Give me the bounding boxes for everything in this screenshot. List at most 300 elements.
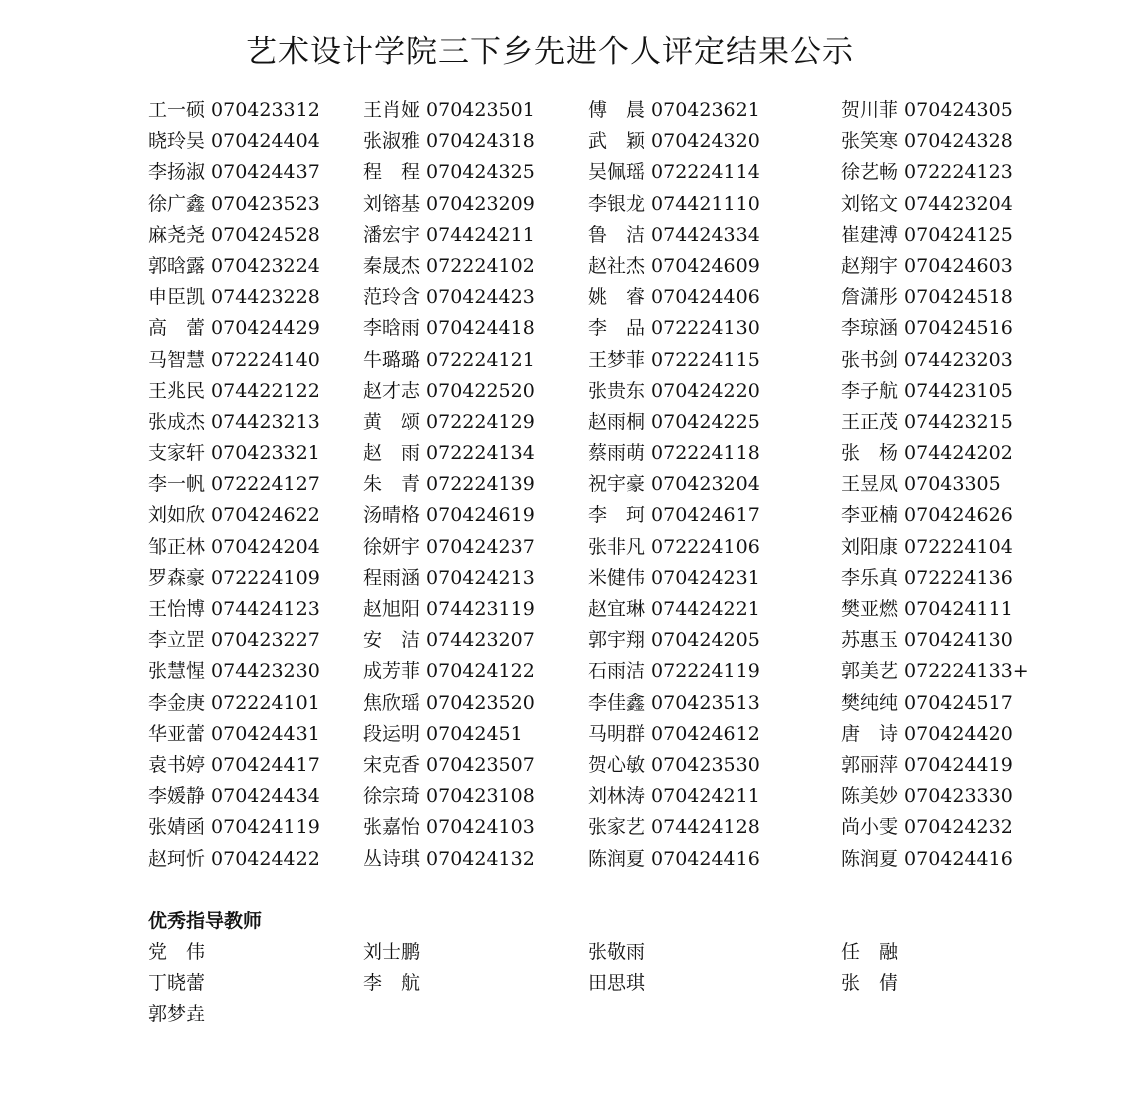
student-id: 070423530	[651, 753, 760, 776]
student-id: 074423207	[426, 629, 535, 652]
student-entry	[148, 438, 320, 469]
student-entry	[363, 126, 535, 157]
student-entry	[148, 500, 320, 531]
student-id: 070424416	[651, 847, 760, 870]
student-row	[148, 345, 1048, 376]
student-name: 张成杰	[148, 410, 206, 433]
student-name: 张慧惺	[148, 660, 206, 683]
student-entry	[841, 313, 1013, 344]
student-id: 070424603	[904, 254, 1013, 277]
student-row	[148, 594, 1048, 625]
student-name: 范玲含	[363, 286, 421, 309]
student-name: 郭晗露	[148, 254, 206, 277]
student-id: 072224114	[651, 161, 760, 184]
student-name: 李立罡	[148, 629, 206, 652]
student-row	[148, 126, 1048, 157]
student-name: 李晗雨	[363, 317, 421, 340]
student-name: 晓玲吴	[148, 130, 206, 153]
student-name: 蔡雨萌	[588, 442, 646, 465]
student-name: 黄 颂	[363, 410, 421, 433]
student-name: 赵雨桐	[588, 410, 646, 433]
student-entry	[148, 844, 320, 875]
student-entry	[588, 750, 760, 781]
student-name: 尚小雯	[841, 816, 899, 839]
student-name: 焦欣瑶	[363, 691, 421, 714]
student-id: 070424429	[211, 317, 320, 340]
student-id: 070424517	[904, 691, 1013, 714]
student-id: 070424609	[651, 254, 760, 277]
student-id: 074422122	[211, 379, 320, 402]
student-entry	[841, 251, 1013, 282]
student-id: 070424619	[426, 504, 535, 527]
student-entry	[588, 532, 760, 563]
student-id: 074423203	[904, 348, 1013, 371]
student-name: 陈润夏	[588, 847, 646, 870]
student-entry	[148, 563, 320, 594]
student-row	[148, 282, 1048, 313]
student-entry	[148, 719, 320, 750]
student-row	[148, 438, 1048, 469]
student-name: 樊亚燃	[841, 598, 899, 620]
student-name: 张家艺	[588, 816, 646, 839]
student-row	[148, 625, 1048, 656]
student-entry	[841, 719, 1013, 750]
student-entry	[363, 532, 535, 563]
student-name: 张书剑	[841, 348, 899, 371]
student-id: 070424225	[651, 410, 760, 433]
teacher-row	[148, 937, 1048, 968]
student-id: 070424420	[904, 722, 1013, 745]
student-entry	[841, 95, 1013, 126]
student-id: 074424202	[904, 442, 1013, 465]
student-id: 070424103	[426, 816, 535, 839]
student-entry	[363, 157, 535, 188]
student-entry	[841, 656, 1029, 687]
student-id: 070424213	[426, 566, 535, 589]
student-entry	[841, 563, 1013, 594]
student-name: 李金庚	[148, 691, 206, 714]
student-name: 贺川菲	[841, 99, 899, 121]
student-id: 072224119	[651, 660, 760, 683]
student-id: 070424205	[651, 629, 760, 652]
student-id: 072224118	[651, 442, 760, 465]
student-id: 070424211	[651, 785, 760, 808]
teacher-name: 任 融	[841, 941, 899, 963]
student-name: 汤晴格	[363, 504, 421, 527]
student-id: 070424320	[651, 130, 760, 153]
student-name: 傅 晨	[588, 99, 646, 121]
student-name: 李扬淑	[148, 161, 206, 184]
student-id: 070423312	[211, 99, 320, 121]
student-id: 072224121	[426, 348, 535, 371]
student-row	[148, 469, 1048, 500]
student-entry	[841, 345, 1013, 376]
student-id: 070423224	[211, 254, 320, 277]
student-id: 070424422	[211, 847, 320, 870]
student-id: 072224104	[904, 535, 1013, 558]
student-entry	[588, 376, 760, 407]
student-name: 张婧函	[148, 816, 206, 839]
student-id: 074423228	[211, 286, 320, 309]
student-id: 070424318	[426, 130, 535, 153]
student-id: 070424325	[426, 161, 535, 184]
student-name: 申臣凯	[148, 286, 206, 309]
student-id: 072224134	[426, 442, 535, 465]
student-name: 张嘉怡	[363, 816, 421, 839]
student-entry	[841, 532, 1013, 563]
student-name: 支家轩	[148, 442, 206, 465]
student-name: 徐广鑫	[148, 192, 206, 215]
student-row	[148, 376, 1048, 407]
student-name: 李 品	[588, 317, 646, 340]
student-name: 贺心敏	[588, 753, 646, 776]
student-id: 070424220	[651, 379, 760, 402]
student-name: 成芳菲	[363, 660, 421, 683]
student-id: 070422520	[426, 379, 535, 402]
student-name: 程 程	[363, 161, 421, 184]
student-entry	[363, 345, 535, 376]
student-id: 070424204	[211, 535, 320, 558]
student-name: 刘铭文	[841, 192, 899, 215]
student-entry	[148, 688, 320, 719]
student-name: 郭宇翔	[588, 629, 646, 652]
student-id: 070423209	[426, 192, 535, 215]
student-entry	[363, 844, 535, 875]
student-entry	[363, 189, 535, 220]
student-name: 刘林涛	[588, 785, 646, 808]
student-entry	[363, 500, 535, 531]
student-id: 070424111	[904, 598, 1013, 620]
student-row	[148, 563, 1048, 594]
student-name: 祝宇豪	[588, 473, 646, 496]
teacher-name: 田思琪	[588, 972, 646, 995]
student-id: 070423330	[904, 785, 1013, 808]
student-name: 秦晟杰	[363, 254, 421, 277]
student-entry	[841, 750, 1013, 781]
student-entry	[841, 126, 1013, 157]
student-name: 唐 诗	[841, 722, 899, 745]
student-id: 070424417	[211, 753, 320, 776]
student-name: 潘宏宇	[363, 223, 421, 246]
student-name: 郭美艺	[841, 660, 899, 683]
student-name: 张非凡	[588, 535, 646, 558]
student-name: 王兆民	[148, 379, 206, 402]
student-id: 070424130	[904, 629, 1013, 652]
student-entry	[148, 157, 320, 188]
student-entry	[588, 345, 760, 376]
student-name: 赵才志	[363, 379, 421, 402]
student-name: 姚 睿	[588, 286, 646, 309]
student-row	[148, 781, 1048, 812]
student-entry	[363, 625, 535, 656]
student-id: 070423520	[426, 691, 535, 714]
student-id: 074423213	[211, 410, 320, 433]
student-entry	[588, 812, 760, 843]
student-name: 徐妍宇	[363, 535, 421, 558]
student-name: 宋克香	[363, 753, 421, 776]
student-id: 070424419	[904, 753, 1013, 776]
student-id: 074424123	[211, 598, 320, 620]
student-entry	[363, 220, 535, 251]
student-row	[148, 189, 1048, 220]
student-id: 072224136	[904, 566, 1013, 589]
student-id: 070424626	[904, 504, 1013, 527]
teacher-list	[148, 937, 1048, 1031]
student-entry	[588, 656, 760, 687]
student-id: 070424518	[904, 286, 1013, 309]
student-name: 刘镕基	[363, 192, 421, 215]
student-name: 詹潇彤	[841, 286, 899, 309]
student-id: 070424516	[904, 317, 1013, 340]
student-entry	[841, 625, 1013, 656]
page-title: 艺术设计学院三下乡先进个人评定结果公示	[246, 34, 854, 70]
student-row	[148, 251, 1048, 282]
student-id: 074424211	[426, 223, 535, 246]
student-id: 070423204	[651, 473, 760, 496]
student-id: 070424612	[651, 722, 760, 745]
teacher-row	[148, 999, 1048, 1030]
student-entry	[148, 781, 320, 812]
student-entry	[841, 438, 1013, 469]
student-entry	[588, 781, 760, 812]
student-id: 074423215	[904, 410, 1013, 433]
student-id: 07042451	[426, 722, 523, 745]
student-entry	[363, 282, 535, 313]
student-row	[148, 719, 1048, 750]
student-name: 马智慧	[148, 348, 206, 371]
student-entry	[588, 500, 760, 531]
student-entry	[148, 376, 320, 407]
student-id: 074424221	[651, 598, 760, 620]
student-id: 070424231	[651, 566, 760, 589]
student-entry	[588, 719, 760, 750]
student-name: 赵 雨	[363, 442, 421, 465]
teacher-name: 李 航	[363, 972, 421, 995]
student-name: 李媛静	[148, 785, 206, 808]
student-entry	[363, 594, 535, 625]
student-id: 074424128	[651, 816, 760, 839]
student-entry	[588, 282, 760, 313]
student-entry	[588, 407, 760, 438]
student-name: 崔建溥	[841, 223, 899, 246]
student-id: 070424305	[904, 99, 1013, 121]
student-name: 赵社杰	[588, 254, 646, 277]
student-name: 武 颖	[588, 130, 646, 153]
student-id: 070423108	[426, 785, 535, 808]
student-entry	[148, 594, 320, 625]
student-entry	[363, 812, 535, 843]
student-name: 张淑雅	[363, 130, 421, 153]
student-entry	[148, 313, 320, 344]
student-id: 070423523	[211, 192, 320, 215]
teacher-name: 刘士鹏	[363, 941, 421, 963]
student-name: 苏惠玉	[841, 629, 899, 652]
student-name: 陈润夏	[841, 847, 899, 870]
student-id: 070424404	[211, 130, 320, 153]
student-id: 070423513	[651, 691, 760, 714]
student-list	[148, 95, 1048, 875]
student-name: 赵珂忻	[148, 847, 206, 870]
student-entry	[841, 189, 1013, 220]
student-id: 070424437	[211, 161, 320, 184]
student-row	[148, 532, 1048, 563]
student-entry	[588, 189, 760, 220]
student-name: 刘如欣	[148, 504, 206, 527]
student-entry	[841, 688, 1013, 719]
student-entry	[363, 719, 523, 750]
student-entry	[841, 407, 1013, 438]
student-row	[148, 844, 1048, 875]
student-row	[148, 656, 1048, 687]
student-entry	[841, 282, 1013, 313]
student-name: 麻尧尧	[148, 223, 206, 246]
student-name: 安 洁	[363, 629, 421, 652]
student-entry	[148, 95, 320, 126]
student-id: 070424434	[211, 785, 320, 808]
student-id: 070423621	[651, 99, 760, 121]
student-id: 070424423	[426, 286, 535, 309]
student-entry	[148, 750, 320, 781]
student-entry	[588, 594, 760, 625]
student-name: 樊纯纯	[841, 691, 899, 714]
student-entry	[588, 563, 760, 594]
student-id: 074423204	[904, 192, 1013, 215]
student-entry	[841, 376, 1013, 407]
student-entry	[148, 282, 320, 313]
student-name: 李子航	[841, 379, 899, 402]
student-name: 张 杨	[841, 442, 899, 465]
student-name: 牛璐璐	[363, 348, 421, 371]
student-name: 罗森豪	[148, 566, 206, 589]
student-id: 072224139	[426, 473, 535, 496]
student-name: 石雨洁	[588, 660, 646, 683]
student-id: 070424132	[426, 847, 535, 870]
student-entry	[148, 625, 320, 656]
student-entry	[588, 625, 760, 656]
student-entry	[148, 407, 320, 438]
student-name: 袁书婷	[148, 753, 206, 776]
student-id: 072224129	[426, 410, 535, 433]
student-entry	[148, 469, 320, 500]
student-id: 074423119	[426, 598, 535, 620]
student-entry	[841, 844, 1013, 875]
student-name: 刘阳康	[841, 535, 899, 558]
student-name: 王昱凤	[841, 473, 899, 496]
student-entry	[588, 95, 760, 126]
student-name: 张笑寒	[841, 130, 899, 153]
student-entry	[588, 844, 760, 875]
student-id: 070424528	[211, 223, 320, 246]
student-id: 072224133+	[904, 660, 1029, 683]
teacher-name: 党 伟	[148, 941, 206, 963]
student-id: 072224115	[651, 348, 760, 371]
student-name: 李佳鑫	[588, 691, 646, 714]
student-id: 070424622	[211, 504, 320, 527]
student-entry	[363, 656, 535, 687]
student-name: 李琼涵	[841, 317, 899, 340]
student-entry	[841, 781, 1013, 812]
student-name: 王怡博	[148, 598, 206, 620]
student-entry	[841, 594, 1013, 625]
student-id: 072224106	[651, 535, 760, 558]
student-id: 072224130	[651, 317, 760, 340]
student-name: 李 珂	[588, 504, 646, 527]
student-name: 郭丽萍	[841, 753, 899, 776]
student-name: 赵翔宇	[841, 254, 899, 277]
student-name: 高 蕾	[148, 317, 206, 340]
student-name: 徐宗琦	[363, 785, 421, 808]
student-entry	[363, 469, 535, 500]
student-row	[148, 812, 1048, 843]
student-name: 华亚蕾	[148, 722, 206, 745]
student-entry	[148, 126, 320, 157]
student-name: 李一帆	[148, 473, 206, 496]
student-name: 程雨涵	[363, 566, 421, 589]
student-name: 吴佩瑶	[588, 161, 646, 184]
student-id: 070424617	[651, 504, 760, 527]
student-id: 070423227	[211, 629, 320, 652]
student-id: 074421110	[651, 192, 760, 215]
student-entry	[148, 532, 320, 563]
student-entry	[148, 812, 320, 843]
student-id: 070423321	[211, 442, 320, 465]
student-row	[148, 688, 1048, 719]
student-row	[148, 750, 1048, 781]
student-row	[148, 407, 1048, 438]
student-name: 邹正林	[148, 535, 206, 558]
student-entry	[588, 157, 760, 188]
student-id: 070424125	[904, 223, 1013, 246]
student-name: 李亚楠	[841, 504, 899, 527]
student-entry	[841, 157, 1013, 188]
student-id: 070424431	[211, 722, 320, 745]
student-id: 072224123	[904, 161, 1013, 184]
student-name: 丛诗琪	[363, 847, 421, 870]
student-entry	[588, 313, 760, 344]
student-name: 赵旭阳	[363, 598, 421, 620]
student-name: 王肖娅	[363, 99, 421, 121]
student-name: 王正茂	[841, 410, 899, 433]
student-entry	[363, 750, 535, 781]
student-entry	[363, 438, 535, 469]
teacher-name: 张敬雨	[588, 941, 646, 963]
student-entry	[363, 313, 535, 344]
teacher-name: 张 倩	[841, 972, 899, 995]
student-id: 070424406	[651, 286, 760, 309]
student-id: 072224102	[426, 254, 535, 277]
student-entry	[841, 220, 1013, 251]
student-id: 070423501	[426, 99, 535, 121]
student-entry	[588, 126, 760, 157]
student-name: 赵宜琳	[588, 598, 646, 620]
teacher-row	[148, 968, 1048, 999]
teacher-name: 郭梦垚	[148, 1003, 206, 1026]
student-row	[148, 95, 1048, 126]
teacher-name: 丁晓蕾	[148, 972, 206, 995]
student-entry	[148, 220, 320, 251]
student-entry	[588, 438, 760, 469]
student-id: 070424119	[211, 816, 320, 839]
student-name: 马明群	[588, 722, 646, 745]
student-id: 070424328	[904, 130, 1013, 153]
student-entry	[363, 407, 535, 438]
student-row	[148, 500, 1048, 531]
student-name: 朱 青	[363, 473, 421, 496]
student-row	[148, 220, 1048, 251]
student-name: 李乐真	[841, 566, 899, 589]
student-name: 李银龙	[588, 192, 646, 215]
student-id: 072224140	[211, 348, 320, 371]
